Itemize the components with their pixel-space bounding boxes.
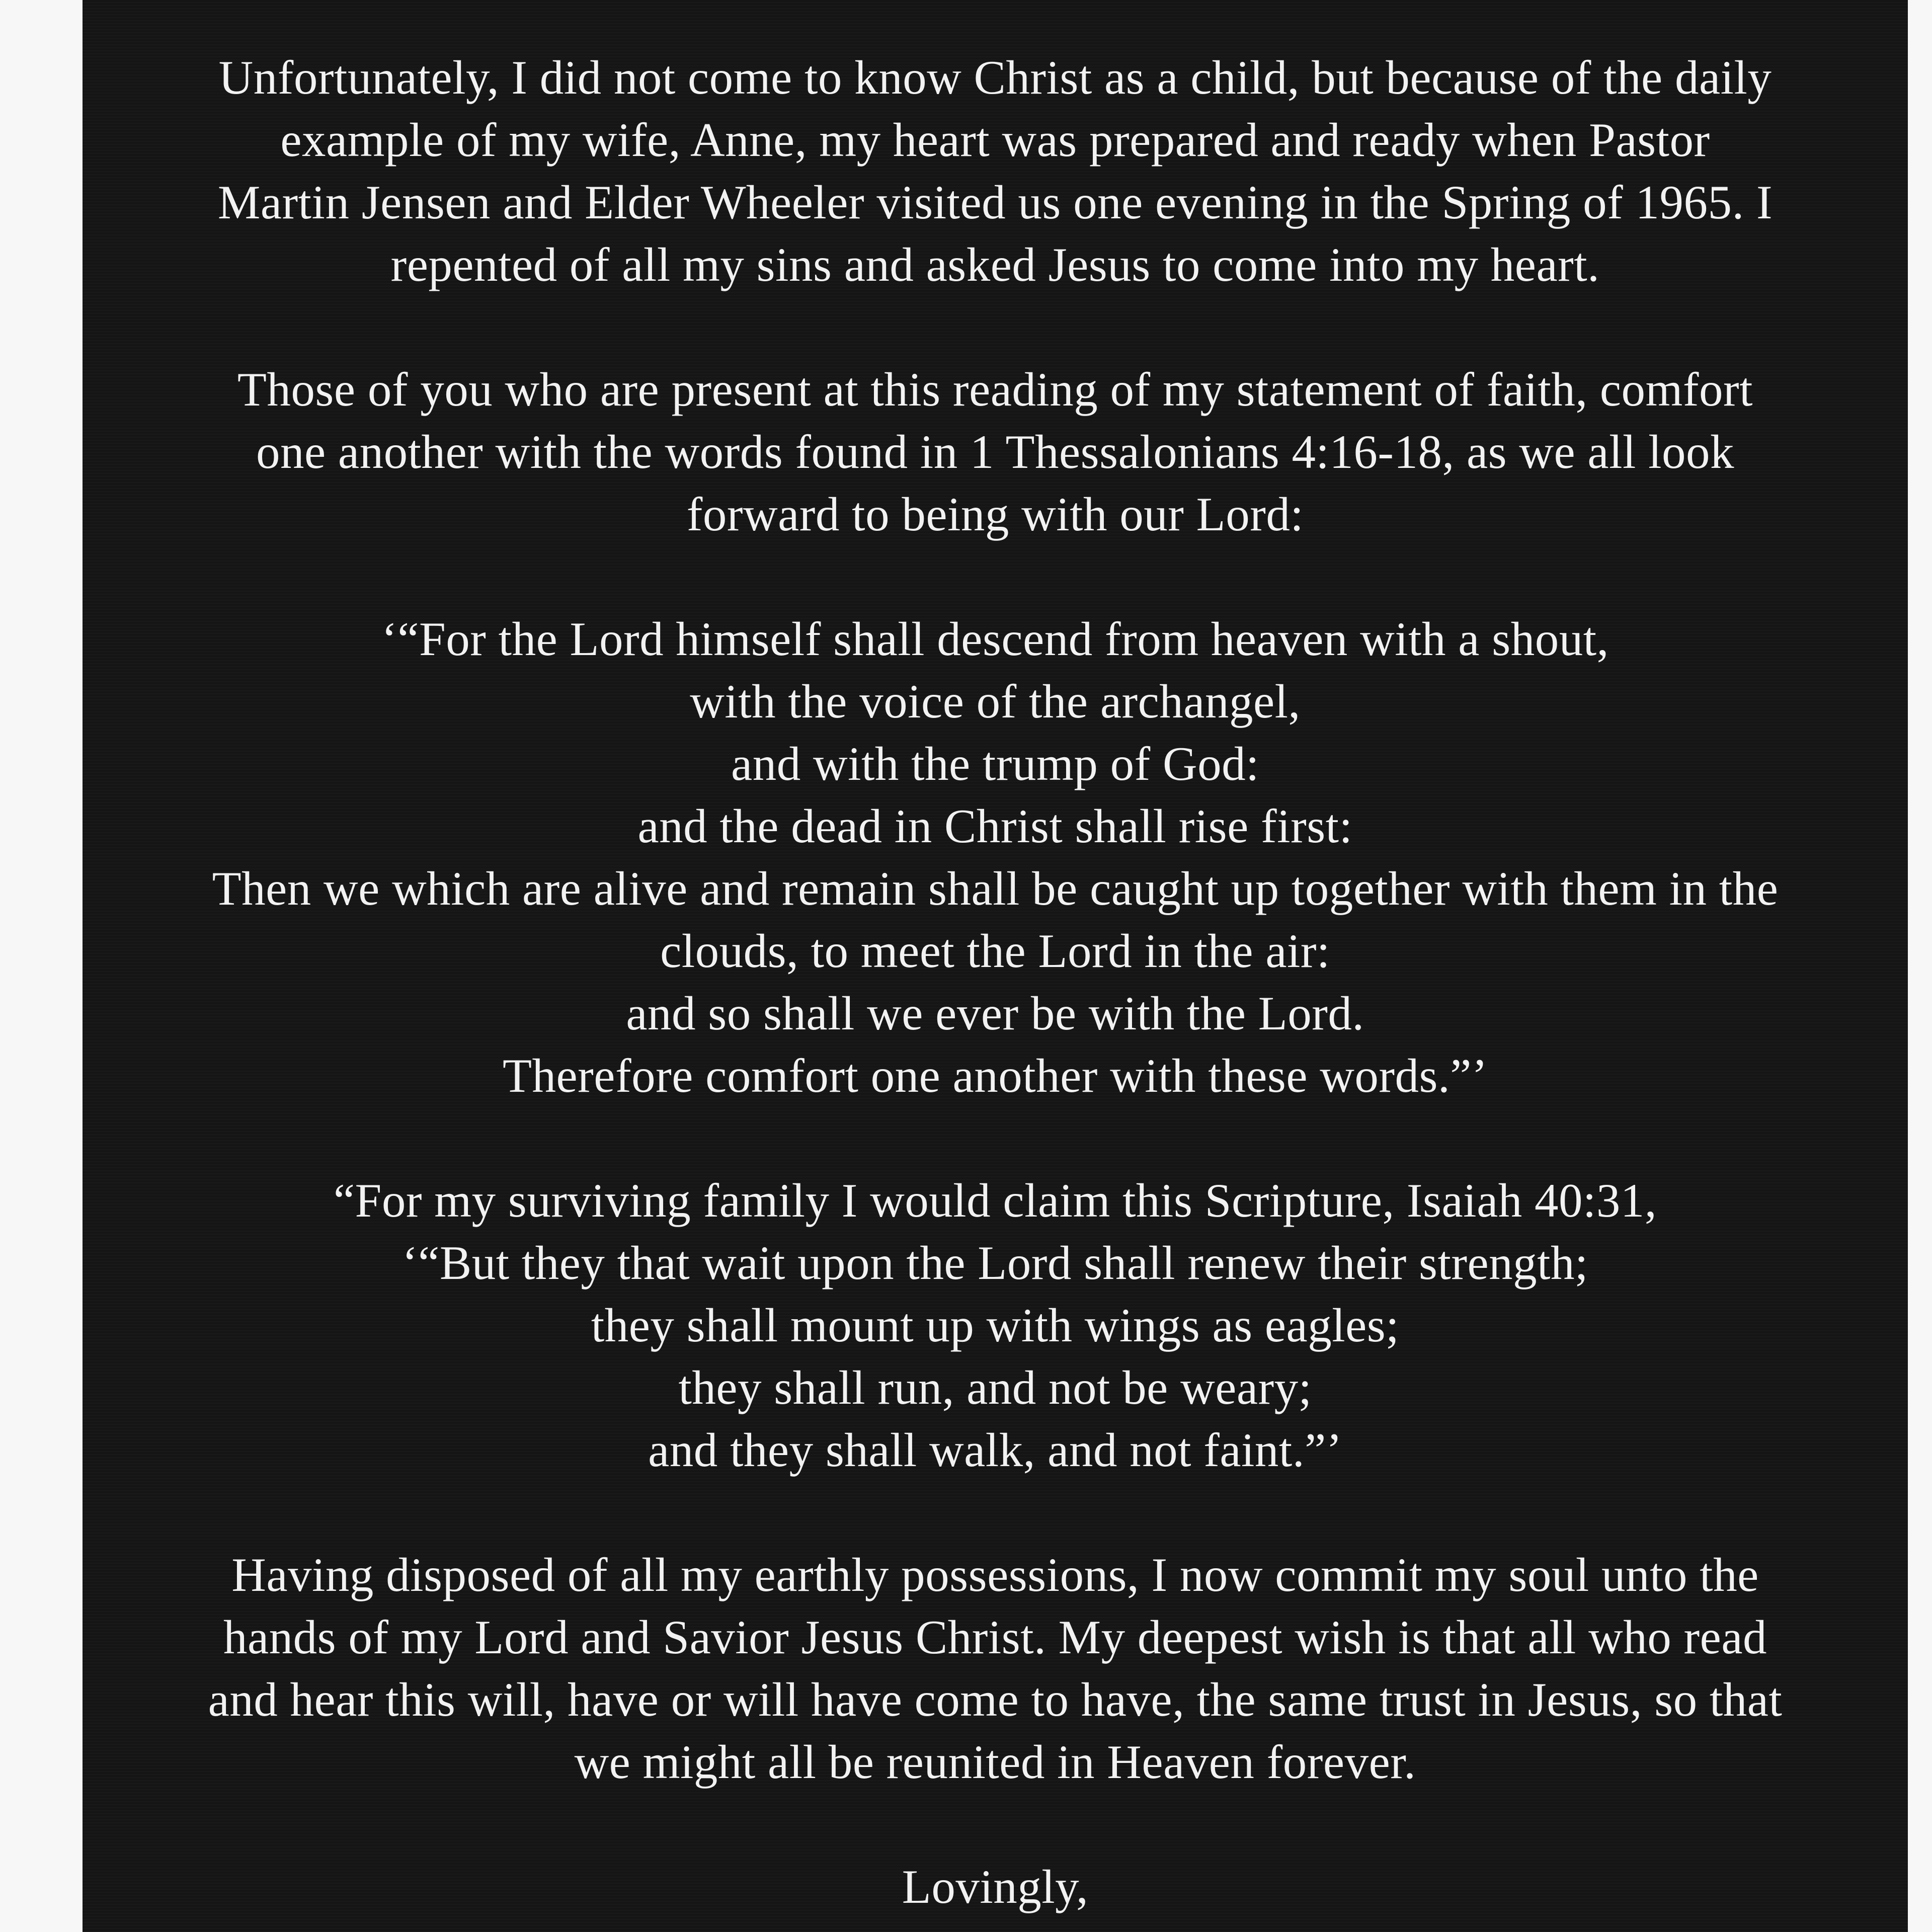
scripture-isaiah [83, 1169, 1908, 1481]
paragraph-spacer [83, 1481, 1908, 1544]
text-line: Unfortunately, I did not come to know Christ as a child, but because of the daily [218, 51, 1772, 104]
text-line: ‘“For the Lord himself shall descend from heaven with a shout, [381, 612, 1609, 666]
text-line: we might all be reunited in Heaven forever. [574, 1735, 1416, 1789]
closing-signoff: Lovingly, [902, 1860, 1089, 1913]
text-line: Those of you who are present at this reading of my statement of faith, comfort [237, 363, 1753, 416]
text-line: repented of all my sins and asked Jesus to come into my heart. [390, 238, 1600, 291]
paragraph-commitment [83, 1544, 1908, 1793]
document-page [83, 0, 1908, 1932]
text-line: they shall mount up with wings as eagles; [591, 1299, 1400, 1352]
text-line: Therefore comfort one another with these words.”’ [502, 1049, 1488, 1102]
text-line: one another with the words found in 1 Thessalonians 4:16-18, as we all look [256, 425, 1734, 478]
paragraph-spacer [83, 1793, 1908, 1856]
text-line: and with the trump of God: [731, 737, 1259, 790]
text-line: and they shall walk, and not faint.”’ [648, 1423, 1342, 1477]
document-body [83, 46, 1908, 1918]
paragraph-spacer [83, 1107, 1908, 1169]
text-line: hands of my Lord and Savior Jesus Christ. My deepest wish is that all who read [223, 1611, 1767, 1664]
text-line: and the dead in Christ shall rise first: [637, 799, 1353, 853]
text-line: Having disposed of all my earthly possessions, I now commit my soul unto the [231, 1548, 1759, 1601]
text-line: example of my wife, Anne, my heart was prepared and ready when Pastor [280, 113, 1710, 167]
text-line: Then we which are alive and remain shall be caught up together with them in the [212, 862, 1779, 915]
text-line: ‘“But they that wait upon the Lord shall renew their strength; [402, 1236, 1588, 1290]
text-line: they shall run, and not be weary; [678, 1361, 1312, 1414]
text-line: with the voice of the archangel, [690, 675, 1301, 728]
paragraph-spacer [83, 545, 1908, 608]
paragraph-testimony [83, 46, 1908, 296]
text-line: “For my surviving family I would claim this Scripture, Isaiah 40:31, [333, 1174, 1657, 1227]
text-line: clouds, to meet the Lord in the air: [660, 924, 1330, 978]
text-line: forward to being with our Lord: [686, 488, 1304, 541]
text-line: Martin Jensen and Elder Wheeler visited us one evening in the Spring of 1965. I [217, 176, 1773, 229]
scripture-thessalonians [83, 608, 1908, 1107]
text-line: and so shall we ever be with the Lord. [626, 987, 1364, 1040]
text-line: and hear this will, have or will have come to have, the same trust in Jesus, so that [208, 1673, 1783, 1726]
paragraph-comfort [83, 358, 1908, 545]
paragraph-spacer [83, 296, 1908, 358]
